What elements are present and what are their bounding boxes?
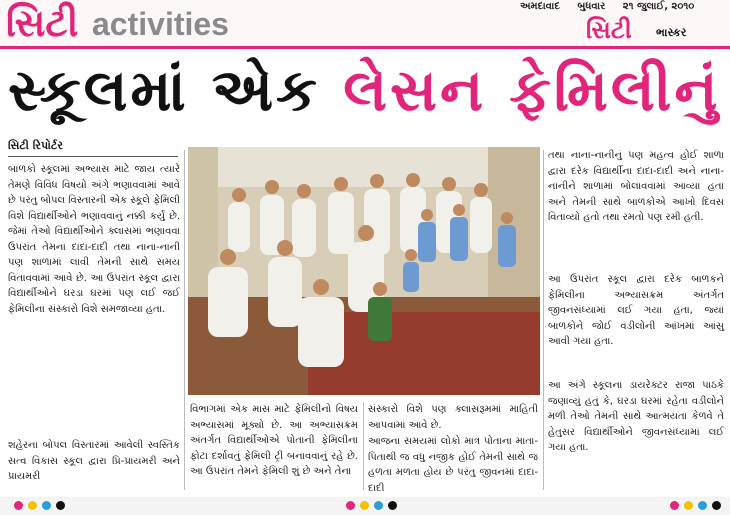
section-title: activities xyxy=(92,6,229,42)
dateline-day: બુધવાર xyxy=(577,1,606,12)
article-col4-paragraph2: આ ઉપરાંત સ્કૂલ દ્વારા દરેક બાળકને ફેમિલીના અભ્યાસક્રમ અંતર્ગત જીવનસંધ્યામાં લઈ ગયા હતા, જ્યાં બાળકોને જોઈ વડીલોની આંખમાં આંસુ આવી ગયા હતા. xyxy=(548,274,724,347)
color-dot xyxy=(346,501,355,510)
page-footer-strip xyxy=(0,497,730,515)
section-header xyxy=(0,0,730,46)
article-col3-paragraph2: આજના સમયમાં લોકો માત્ર પોતાના માતા-પિતાથી જ વધુ નજીક હોઈ તેમની સાથે જ હળતા મળતા હોય છે પરંતુ જીવનમાં દાદા-દાદી xyxy=(368,436,538,494)
color-dot xyxy=(670,501,679,510)
color-dot xyxy=(374,501,383,510)
color-dot xyxy=(712,501,721,510)
byline: સિટી રિપોર્ટર xyxy=(8,139,63,152)
city-bhaskar-logo: સિટી xyxy=(586,16,632,44)
color-dot xyxy=(56,501,65,510)
headline-part-pink: લેસન ફેમિલીનું xyxy=(343,56,721,124)
column-divider xyxy=(184,150,185,490)
column-divider xyxy=(543,150,544,490)
article-col1-paragraph2: શહેરના બોપલ વિસ્તારમાં આવેલી સ્વસ્તિક સત્વ વિકાસ સ્કૂલ દ્વારા પ્રિ-પ્રાયમરી અને પ્રાયમરી xyxy=(8,440,180,482)
grandparents-children-photo xyxy=(188,147,540,395)
dateline-city: અમદાવાદ xyxy=(520,1,560,12)
article-col4-paragraph1: તથા નાના-નાનીનું પણ મહત્વ હોઈ શાળા દ્વારા દરેક વિદ્યાર્થીના દાદા-દાદી અને નાના-નાનીને શાળામાં બોલાવવામાં આવ્યા હતા અને તેમની સાથે બાળકોએ આખો દિવસ વિતાવ્યો હતો તથા રમતો પણ રમી હતી. xyxy=(548,150,724,223)
headline xyxy=(8,52,724,130)
city-section-logo: સિટી xyxy=(6,1,79,45)
color-dot xyxy=(28,501,37,510)
article-col2-paragraph: વિભાગમાં એક માસ માટે ફેમિલીનો વિષય અભ્યાસમાં મૂક્યો છે. આ અભ્યાસક્રમ અંતર્ગત વિદ્યાર્થીઓએ પોતાની ફેમિલીના ફોટા દર્શાવતું ફેમિલી ટ્રી બનાવવાનું રહે છે. આ ઉપરાંત તેમને ફેમિલી શું છે અને તેના xyxy=(190,404,358,477)
header-divider xyxy=(0,46,730,49)
bhaskar-wordmark: ભાસ્કર xyxy=(656,26,687,39)
dateline-date: ૨૧ જુલાઈ, ૨૦૧૦ xyxy=(622,1,695,12)
article-col4-paragraph3: આ અંગે સ્કૂલના ડાયરેક્ટર રાજા પાઠકે જણાવ્યું હતું કે, ઘરડા ઘરમાં રહેતા વડીલોને મળી તેઓ તેમની સાથે આત્મયતા કેળવે તે હેતુસર વિદ્યાર્થીઓને જીવનસંધ્યામાં લઈ ગયા હતા. xyxy=(548,380,724,453)
color-dot xyxy=(360,501,369,510)
byline-rule xyxy=(8,156,178,157)
dateline xyxy=(520,1,708,12)
color-dot xyxy=(14,501,23,510)
article-col3-paragraph1: સંસ્કારો વિશે પણ ક્લાસરૂમમાં માહિતી આપવામાં આવે છે. xyxy=(368,404,538,431)
headline-part-black: સ્કૂલમાં એક xyxy=(8,56,320,124)
column-divider xyxy=(363,402,364,490)
article-col1-paragraph1: બાળકો સ્કૂલમાં અભ્યાસ માટે જાય ત્યારે તેમણે વિવિધ વિષયો અંગે ભણાવવામાં આવે છે પરંતુ બોપલ વિસ્તારની એક સ્કૂલે ફેમિલી વિશે વિદ્યાર્થીઓને ભણાવવાનું નક્કી કર્યું છે. જેમાં તેઓ વિદ્યાર્થીઓને ક્લાસમાં ભણાવવા ઉપરાંત તેમના દાદા-દાદી તથા નાના-નાની પણ શાળામાં લાવી તેમની સાથે સમય વિતાવવામાં આવે છે. આ ઉપરાંત સ્કૂલ દ્વારા વિદ્યાર્થીઓને ઘરડા ઘરમાં પણ લઈ જઈ ફેમિલીના સંસ્કારો વિશે સમજાવ્યા હતા. xyxy=(8,164,180,315)
color-dot xyxy=(388,501,397,510)
color-dot xyxy=(42,501,51,510)
color-dot xyxy=(684,501,693,510)
color-dot xyxy=(698,501,707,510)
article-photo xyxy=(188,147,540,395)
